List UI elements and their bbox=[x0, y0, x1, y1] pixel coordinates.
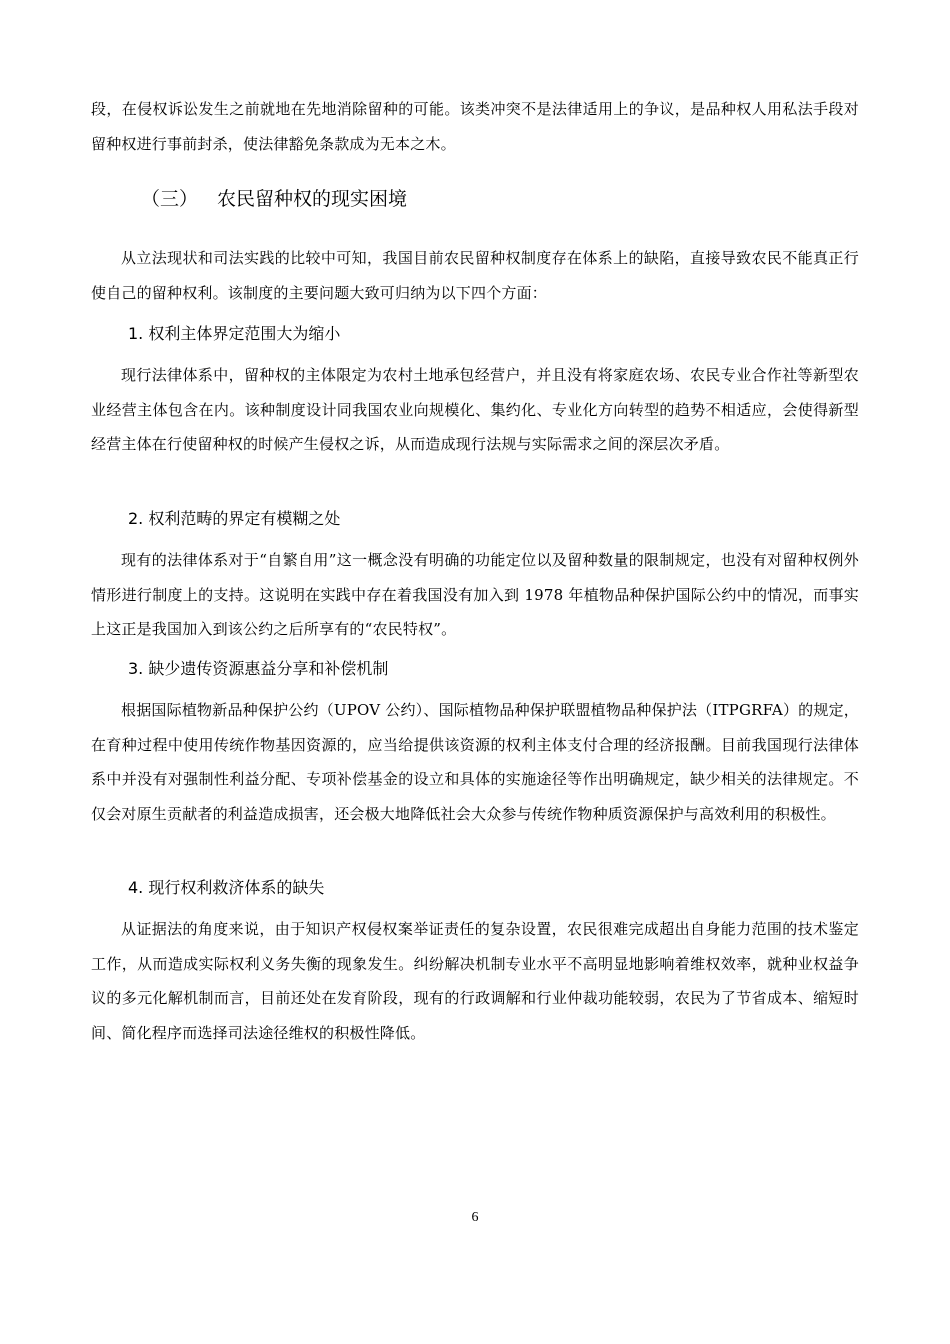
paragraph-remedy-system: 从证据法的角度来说，由于知识产权侵权案举证责任的复杂设置，农民很难完成超出自身能力范围的技术鉴定工作，从而造成实际权利义务失衡的现象发生。纠纷解决机制专业水平不高明显地影响着维权效率，就种业权益争议的多元化解机制而言，目前还处在发育阶段，现有的行政调解和行业仲裁功能较弱，农民为了节省成本、缩短时间、简化程序而选择司法途径维权的积极性降低。 bbox=[91, 920, 859, 1042]
spacer bbox=[91, 646, 859, 657]
spacer bbox=[91, 496, 859, 507]
paragraph-continuation: 段，在侵权诉讼发生之前就地在先地消除留种的可能。该类冲突不是法律适用上的争议，是品种权人用私法手段对留种权进行事前封杀，使法律豁免条款成为无本之木。 bbox=[91, 100, 859, 153]
subsection-heading-3: 3. 缺少遗传资源惠益分享和补偿机制 bbox=[128, 659, 389, 678]
spacer bbox=[91, 865, 859, 876]
paragraph-intro: 从立法现状和司法实践的比较中可知，我国目前农民留种权制度存在体系上的缺陷，直接导致农民不能真正行使自己的留种权利。该制度的主要问题大致可归纳为以下四个方面： bbox=[91, 249, 859, 302]
spacer bbox=[91, 900, 859, 912]
spacer bbox=[91, 681, 859, 693]
spacer bbox=[91, 161, 859, 185]
paragraph-benefit-sharing: 根据国际植物新品种保护公约（UPOV 公约）、国际植物品种保护联盟植物品种保护法（ITPGRFA）的规定，在育种过程中使用传统作物基因资源的，应当给提供该资源的权利主体支付合理的经济报酬。目前我国现行法律体系中并没有对强制性利益分配、专项补偿基金的设立和具体的实施途径等作出明确规定，缺少相关的法律规定。不仅会对原生贡献者的利益造成损害，还会极大地降低社会大众参与传统作物种质资源保护与高效利用的积极性。 bbox=[91, 701, 859, 823]
subsection-heading-4: 4. 现行权利救济体系的缺失 bbox=[128, 878, 325, 897]
paragraph-rights-scope: 现有的法律体系对于“自繁自用”这一概念没有明确的功能定位以及留种数量的限制规定，也没有对留种权例外情形进行制度上的支持。这说明在实践中存在着我国没有加入到 1978 年植物品种保护国际公约中的情况，而事实上这正是我国加入到该公约之后所享有的“农民特权”。 bbox=[91, 551, 859, 638]
subsection-heading-1: 1. 权利主体界定范围大为缩小 bbox=[128, 324, 341, 343]
spacer bbox=[91, 346, 859, 358]
section-number: （三） bbox=[141, 188, 199, 210]
spacer bbox=[91, 310, 859, 322]
subsection-heading-2: 2. 权利范畴的界定有模糊之处 bbox=[128, 509, 341, 528]
section-title: 农民留种权的现实困境 bbox=[217, 188, 408, 210]
page-number: 6 bbox=[471, 1210, 479, 1225]
spacer bbox=[91, 213, 859, 241]
spacer bbox=[91, 531, 859, 543]
paragraph-subject-scope: 现行法律体系中，留种权的主体限定为农村土地承包经营户，并且没有将家庭农场、农民专业合作社等新型农业经营主体包含在内。该种制度设计同我国农业向规模化、集约化、专业化方向转型的趋势不相适应，会使得新型经营主体在行使留种权的时候产生侵权之诉，从而造成现行法规与实际需求之间的深层次矛盾。 bbox=[91, 366, 859, 453]
page-content bbox=[91, 92, 859, 1050]
section-heading bbox=[91, 185, 859, 213]
